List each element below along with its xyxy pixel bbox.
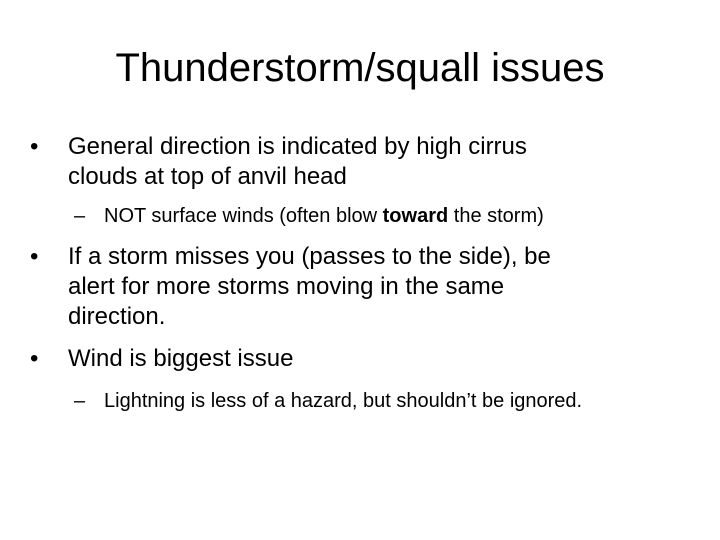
bullet-2-line-2: alert for more storms moving in the same <box>68 273 505 300</box>
bullet-1-text <box>68 132 658 192</box>
sub-bullet-1-text <box>104 203 544 229</box>
bullet-2-line-1: If a storm misses you (passes to the side), be <box>68 243 551 270</box>
bullet-2 <box>30 242 680 334</box>
bullet-3-text <box>68 344 658 374</box>
bullet-3-line-1: Wind is biggest issue <box>68 345 294 372</box>
sub-bullet-3-text: Lightning is less of a hazard, but shouldn’t be ignored. <box>104 390 583 412</box>
bullet-marker: • <box>30 133 39 160</box>
bullet-3 <box>30 344 680 376</box>
bullet-1 <box>30 132 680 194</box>
bullet-2-line-3: direction. <box>68 303 166 330</box>
sub-bullet-1-emphasis: toward <box>382 205 449 227</box>
bullet-marker: • <box>30 345 39 372</box>
sub-bullet-marker: – <box>74 205 86 227</box>
bullet-marker: • <box>30 243 39 270</box>
slide-title: Thunderstorm/squall issues <box>115 46 605 90</box>
sub-bullet-1 <box>74 203 674 229</box>
sub-bullet-1-text-start: NOT surface winds (often blow <box>104 205 383 227</box>
bullet-1-line-2: clouds at top of anvil head <box>68 163 347 190</box>
bullet-2-text <box>68 242 658 332</box>
sub-bullet-marker: – <box>74 390 86 412</box>
bullet-1-line-1: General direction is indicated by high cirrus <box>68 133 527 160</box>
sub-bullet-3 <box>74 388 694 414</box>
sub-bullet-1-text-end: the storm) <box>448 205 544 227</box>
